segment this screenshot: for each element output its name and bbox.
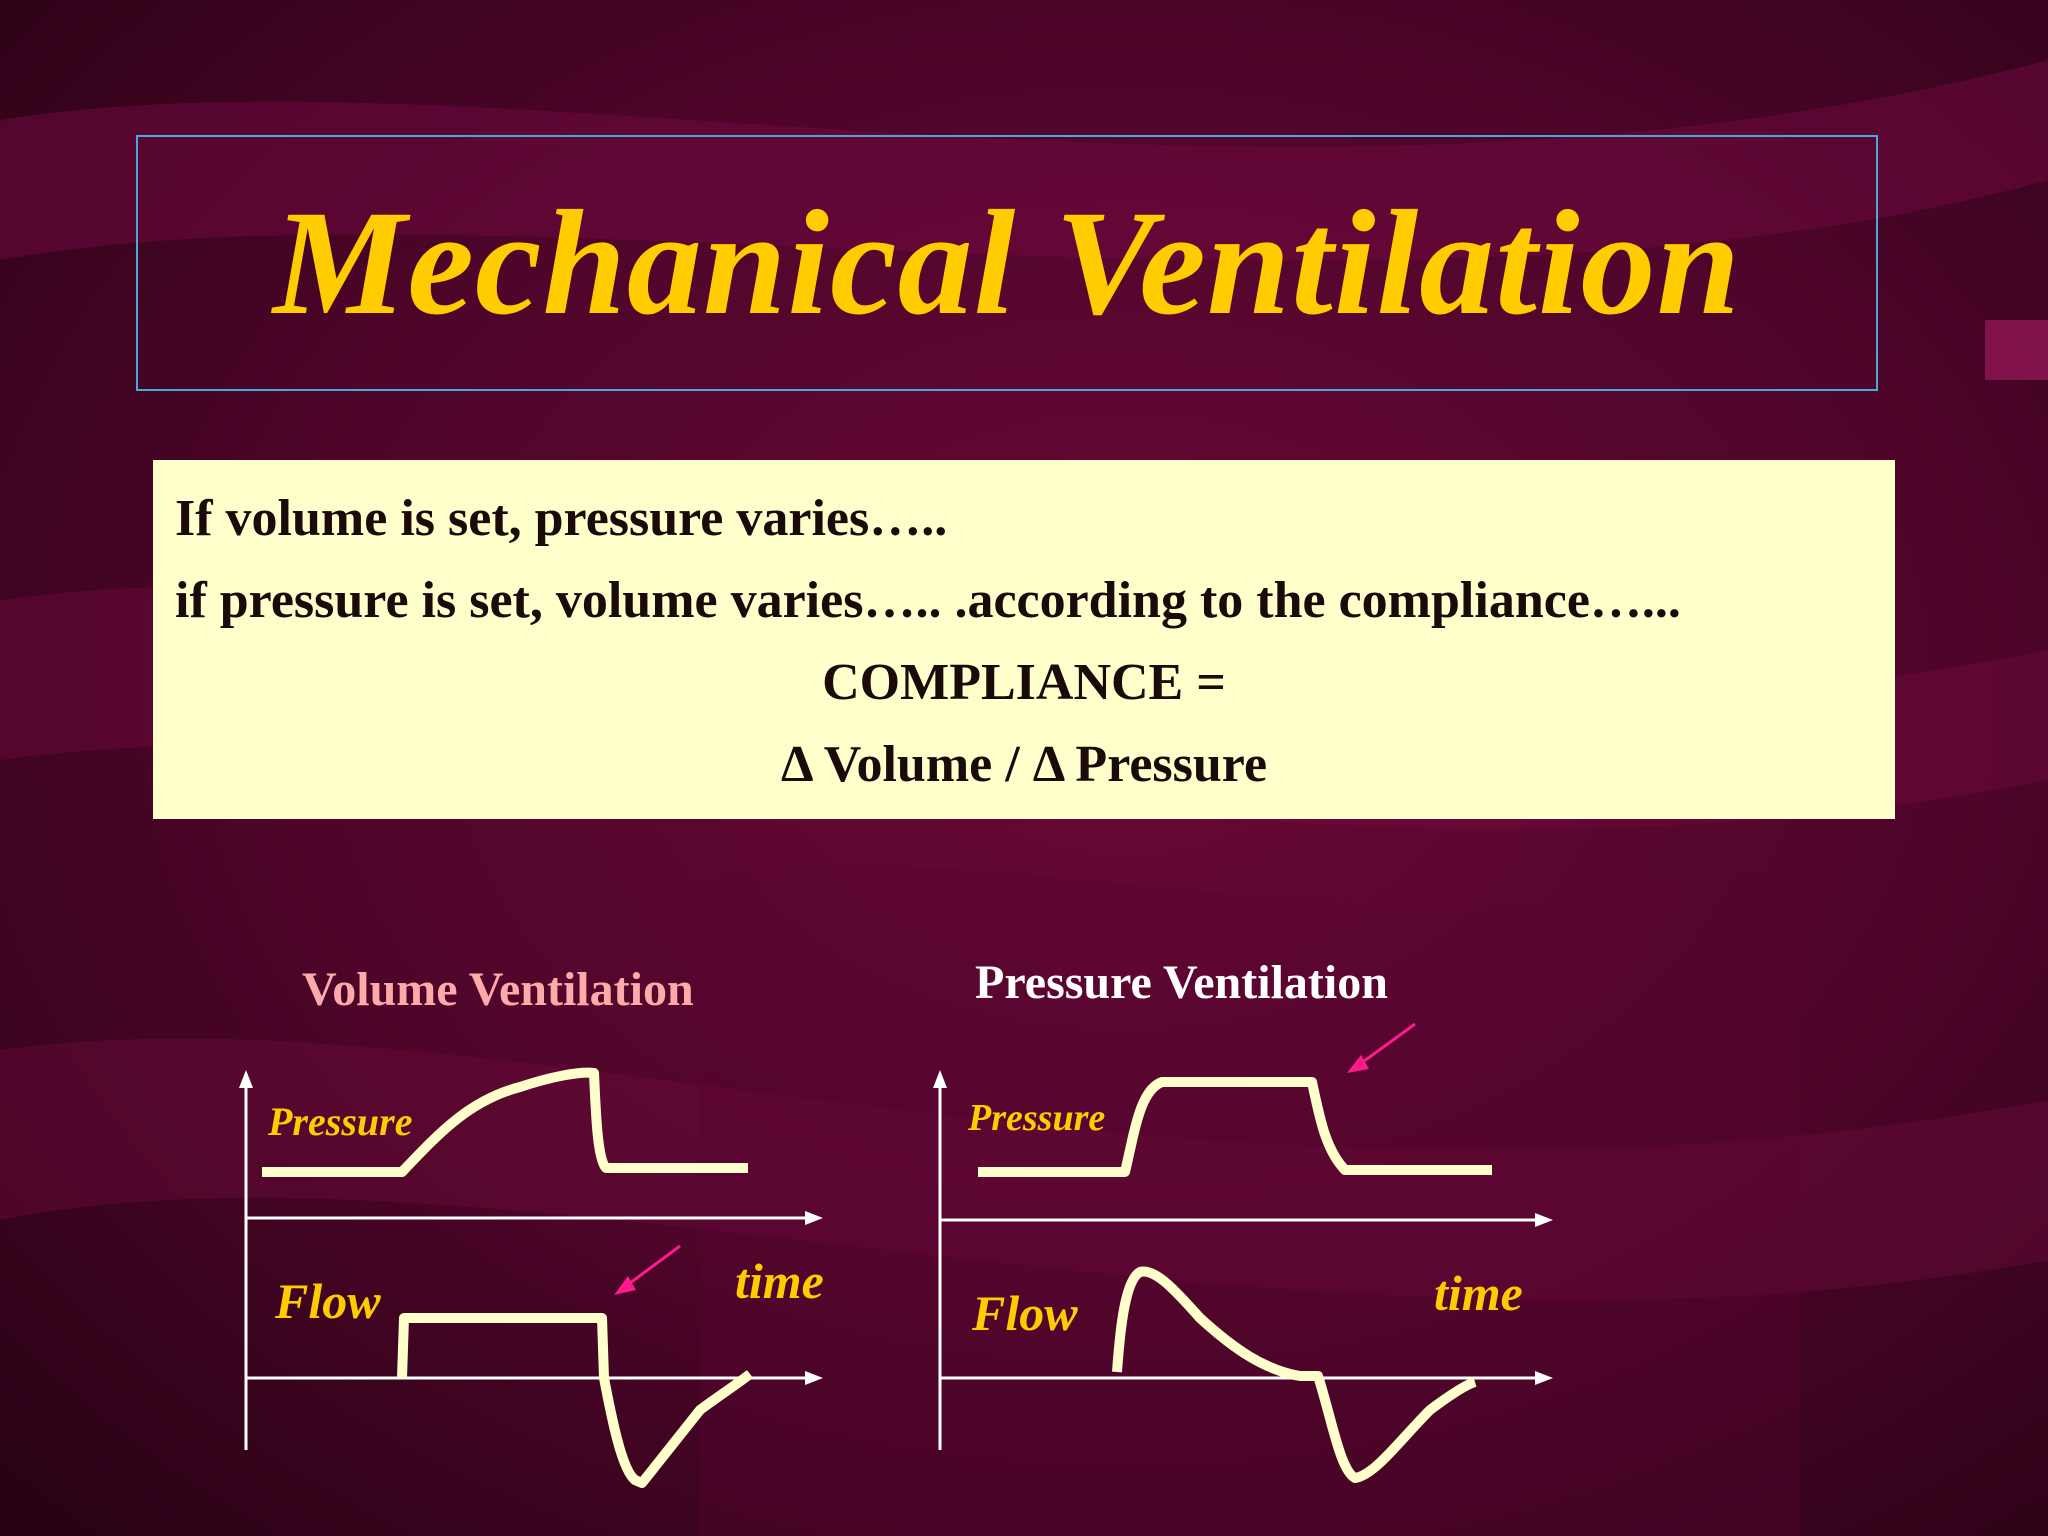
volume-set-statement: If volume is set, pressure varies….. (175, 490, 948, 547)
compliance-label: COMPLIANCE = (822, 654, 1226, 711)
volume-ventilation-title: Volume Ventilation (302, 963, 694, 1016)
arrow-icon (1347, 1024, 1415, 1073)
pressure-ventilation-title: Pressure Ventilation (975, 956, 1388, 1009)
pressure-time-label: time (1434, 1265, 1523, 1321)
pressure-pressure-label: Pressure (968, 1097, 1106, 1139)
volume-ventilation-diagram (239, 963, 824, 1483)
pressure-flow-label: Flow (972, 1285, 1078, 1341)
volume-time-label: time (735, 1253, 824, 1309)
arrow-icon (614, 1246, 680, 1295)
volume-flow-label: Flow (275, 1273, 381, 1329)
volume-pressure-label: Pressure (268, 1099, 413, 1144)
pressure-ventilation-diagram (933, 956, 1553, 1478)
compliance-formula: Δ Volume / Δ Pressure (780, 736, 1268, 793)
pressure-flow-curve (1117, 1272, 1475, 1478)
slide-title: Mechanical Ventilation (272, 180, 1742, 346)
volume-flow-curve (402, 1318, 750, 1483)
pressure-set-statement: if pressure is set, volume varies….. .according to the compliance…... (175, 572, 1681, 629)
